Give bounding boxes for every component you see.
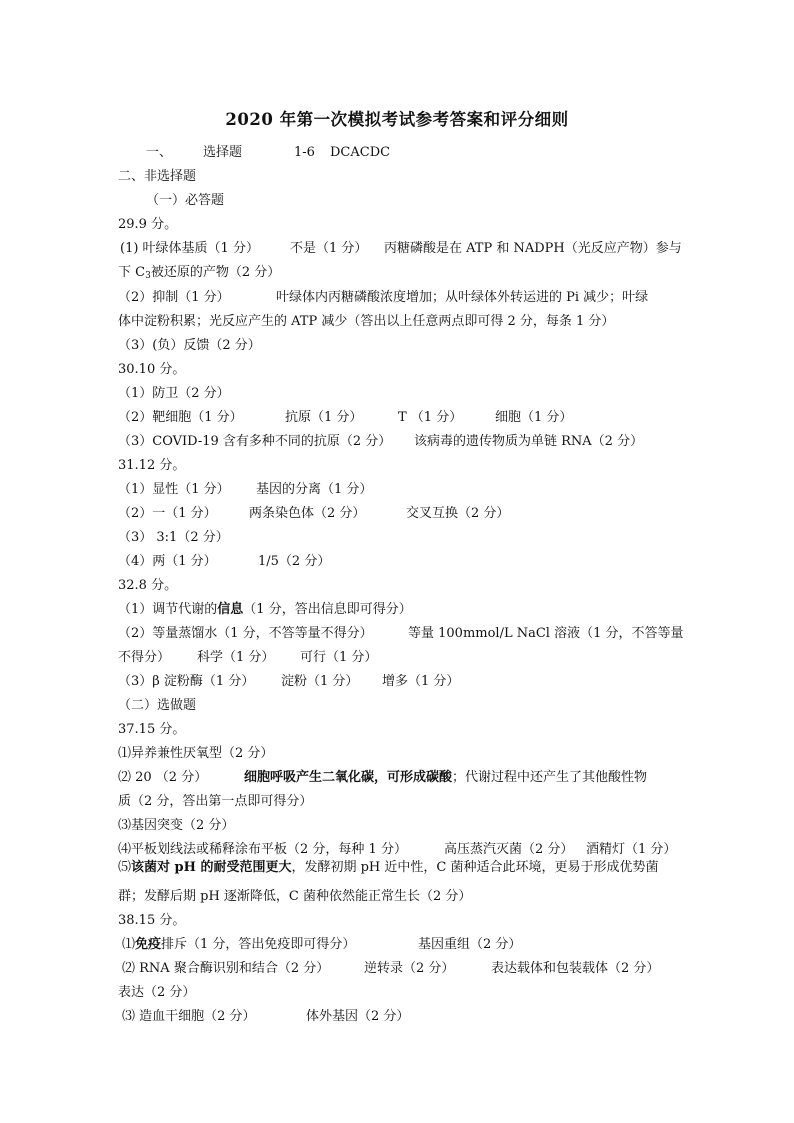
q29-3: （3）(负）反馈（2 分）	[118, 338, 261, 353]
q37-2a: ⑵ 20 （2 分）	[118, 770, 208, 785]
q37-header: 37.15 分。	[118, 722, 186, 737]
q31-3: （3） 3:1（2 分）	[118, 530, 229, 545]
q30-3b: 该病毒的遗传物质为单链 RNA（2 分）	[414, 434, 644, 449]
q29-2c: 体中淀粉积累；光反应产生的 ATP 减少（答出以上任意两点即可得 2 分，每条 1 分）	[118, 314, 615, 329]
q30-3a: （3）COVID-19 含有多种不同的抗原（2 分）	[118, 434, 392, 449]
mc-answers: DCACDC	[330, 145, 391, 160]
q38-2c: 表达载体和包装载体（2 分）	[491, 961, 660, 976]
q32-3c: 增多（1 分）	[382, 674, 460, 689]
q31-2a: （2）一（1 分）	[118, 506, 217, 521]
q37-5a: ⑸该菌对 pH 的耐受范围更大，发酵初期 pH 近中性，C 菌种适合此环境，更易于形成优势菌	[118, 860, 659, 875]
q30-2b: 抗原（1 分）	[285, 410, 363, 425]
q30-header: 30.10 分。	[118, 362, 186, 377]
q32-2a: （2）等量蒸馏水（1 分，不答等量不得分）	[118, 626, 373, 641]
q31-4a: （4）两（1 分）	[118, 554, 217, 569]
q31-1b: 基因的分离（1 分）	[256, 482, 373, 497]
q31-1a: （1）显性（1 分）	[118, 482, 230, 497]
section-required: （一）必答题	[146, 193, 225, 208]
q38-2a: ⑵ RNA 聚合酶识别和结合（2 分）	[122, 961, 330, 976]
q37-2d: 质（2 分，答出第一点即可得分）	[118, 794, 313, 809]
q32-3b: 淀粉（1 分）	[281, 674, 359, 689]
q37-1: ⑴异养兼性厌氧型（2 分）	[118, 746, 274, 761]
q31-4b: 1/5（2 分）	[258, 554, 331, 569]
q30-2d: 细胞（1 分）	[495, 410, 573, 425]
q37-4a: ⑷平板划线法或稀释涂布平板（2 分，每种 1 分）	[118, 842, 407, 857]
q29-2b: 叶绿体内丙糖磷酸浓度增加；从叶绿体外转运进的 Pi 减少；叶绿	[276, 290, 649, 305]
page-title: 2020 年第一次模拟考试参考答案和评分细则	[225, 110, 569, 129]
q29-2a: （2）抑制（1 分）	[118, 290, 230, 305]
q31-2c: 交叉互换（2 分）	[406, 506, 510, 521]
q38-1b: 基因重组（2 分）	[418, 937, 522, 952]
q32-3a: （3）β 淀粉酶（1 分）	[118, 674, 255, 689]
q37-5b: 群；发酵后期 pH 逐渐降低，C 菌种依然能正常生长（2 分）	[118, 889, 472, 904]
q29-1b: 不是（1 分）	[290, 241, 368, 256]
q31-header: 31.12 分。	[118, 458, 186, 473]
q37-2b: 细胞呼吸产生二氧化碳，可形成碳酸；代谢过程中还产生了其他酸性物	[244, 770, 648, 785]
mc-num: 一、	[146, 145, 173, 160]
q32-2d: 科学（1 分）	[197, 650, 275, 665]
q32-2b: 等量 100mmol/L NaCl 溶液（1 分，不答等量	[408, 626, 684, 641]
q30-2c: T （1 分）	[398, 410, 463, 425]
q38-2d: 表达（2 分）	[118, 985, 196, 1000]
q29-1a: (1) 叶绿体基质（1 分）	[120, 241, 259, 256]
q38-1: ⑴免疫排斥（1 分，答出免疫即可得分）	[122, 937, 356, 952]
mc-range: 1-6	[294, 145, 315, 160]
q32-1: （1）调节代谢的信息（1 分，答出信息即可得分）	[118, 602, 412, 617]
q29-1d: 下 $C_3$被还原的产物（2 分）	[118, 265, 281, 281]
q38-3a: ⑶ 造血干细胞（2 分）	[122, 1009, 256, 1024]
q38-2b: 逆转录（2 分）	[364, 961, 455, 976]
q30-1: （1）防卫（2 分）	[118, 386, 230, 401]
section-nonchoice: 二、非选择题	[118, 169, 197, 184]
q29-header: 29.9 分。	[118, 217, 178, 232]
q29-1c: 丙糖磷酸是在 ATP 和 NADPH（光反应产物）参与	[384, 241, 682, 256]
q38-header: 38.15 分。	[118, 913, 186, 928]
q31-2b: 两条染色体（2 分）	[249, 506, 366, 521]
mc-label: 选择题	[203, 145, 243, 160]
q32-2c: 不得分）	[118, 650, 171, 665]
q32-header: 32.8 分。	[118, 578, 178, 593]
q38-3b: 体外基因（2 分）	[306, 1009, 410, 1024]
q37-3: ⑶基因突变（2 分）	[118, 818, 235, 833]
q30-2a: （2）靶细胞（1 分）	[118, 410, 243, 425]
section-elective: （二）选做题	[118, 698, 197, 713]
q37-4c: 酒精灯（1 分）	[586, 842, 677, 857]
q37-4b: 高压蒸汽灭菌（2 分）	[444, 842, 574, 857]
q32-2e: 可行（1 分）	[300, 650, 378, 665]
